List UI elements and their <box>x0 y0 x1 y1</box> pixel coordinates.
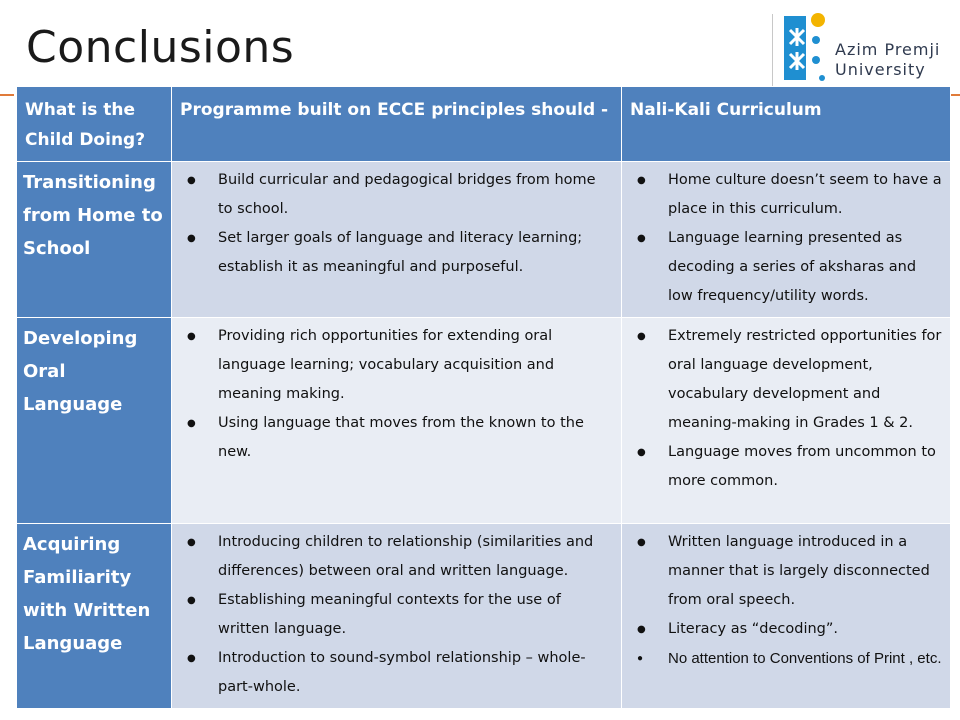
header-child-doing: What is the Child Doing? <box>17 87 172 162</box>
list-item: ● Extremely restricted opportunities for oral language development, vocabulary development and meaning-making in Grades 1 & 2. <box>630 322 942 438</box>
row-label: Developing Oral Language <box>17 318 172 524</box>
ecce-cell <box>172 162 622 318</box>
list-item: ● Build curricular and pedagogical bridges from home to school. <box>180 166 613 224</box>
header-nali-kali: Nali-Kali Curriculum <box>622 87 951 162</box>
list-item: ● Language moves from uncommon to more common. <box>630 438 942 496</box>
logo-text <box>835 40 940 80</box>
list-item: ● Language learning presented as decoding a series of aksharas and low frequency/utility words. <box>630 224 942 311</box>
list-item: ● Literacy as “decoding”. <box>630 615 942 644</box>
list-item: ● No attention to Conventions of Print , etc. <box>630 644 942 673</box>
ecce-cell <box>172 318 622 524</box>
university-logo <box>778 10 953 90</box>
header-ecce: Programme built on ECCE principles should - <box>172 87 622 162</box>
row-label: Transitioning from Home to School <box>17 162 172 318</box>
row-label: Acquiring Familiarity with Written Language <box>17 524 172 709</box>
logo-figure-icon <box>778 10 834 90</box>
list-item: ● Introduction to sound-symbol relationship – whole-part-whole. <box>180 644 613 702</box>
logo-divider <box>772 14 773 88</box>
list-item: ● Establishing meaningful contexts for the use of written language. <box>180 586 613 644</box>
list-item: ● Providing rich opportunities for extending oral language learning; vocabulary acquisition and meaning making. <box>180 322 613 409</box>
ecce-cell <box>172 524 622 709</box>
nali-kali-cell <box>622 524 951 709</box>
list-item: ● Introducing children to relationship (similarities and differences) between oral and written language. <box>180 528 613 586</box>
logo-line1: Azim Premji <box>835 40 941 59</box>
accent-line-right <box>950 94 960 96</box>
list-item: ● Home culture doesn’t seem to have a place in this curriculum. <box>630 166 942 224</box>
accent-line-left <box>0 94 14 96</box>
nali-kali-cell <box>622 318 951 524</box>
list-item: ● Set larger goals of language and literacy learning; establish it as meaningful and purposeful. <box>180 224 613 282</box>
slide-title: Conclusions <box>26 22 295 73</box>
table-row <box>17 524 951 709</box>
list-item: ● Written language introduced in a manner that is largely disconnected from oral speech. <box>630 528 942 615</box>
table-header-row <box>17 87 951 162</box>
list-item: ● Using language that moves from the known to the new. <box>180 409 613 467</box>
comparison-table <box>16 86 951 709</box>
table-row <box>17 162 951 318</box>
nali-kali-cell <box>622 162 951 318</box>
logo-line2: University <box>835 60 926 79</box>
table-row <box>17 318 951 524</box>
